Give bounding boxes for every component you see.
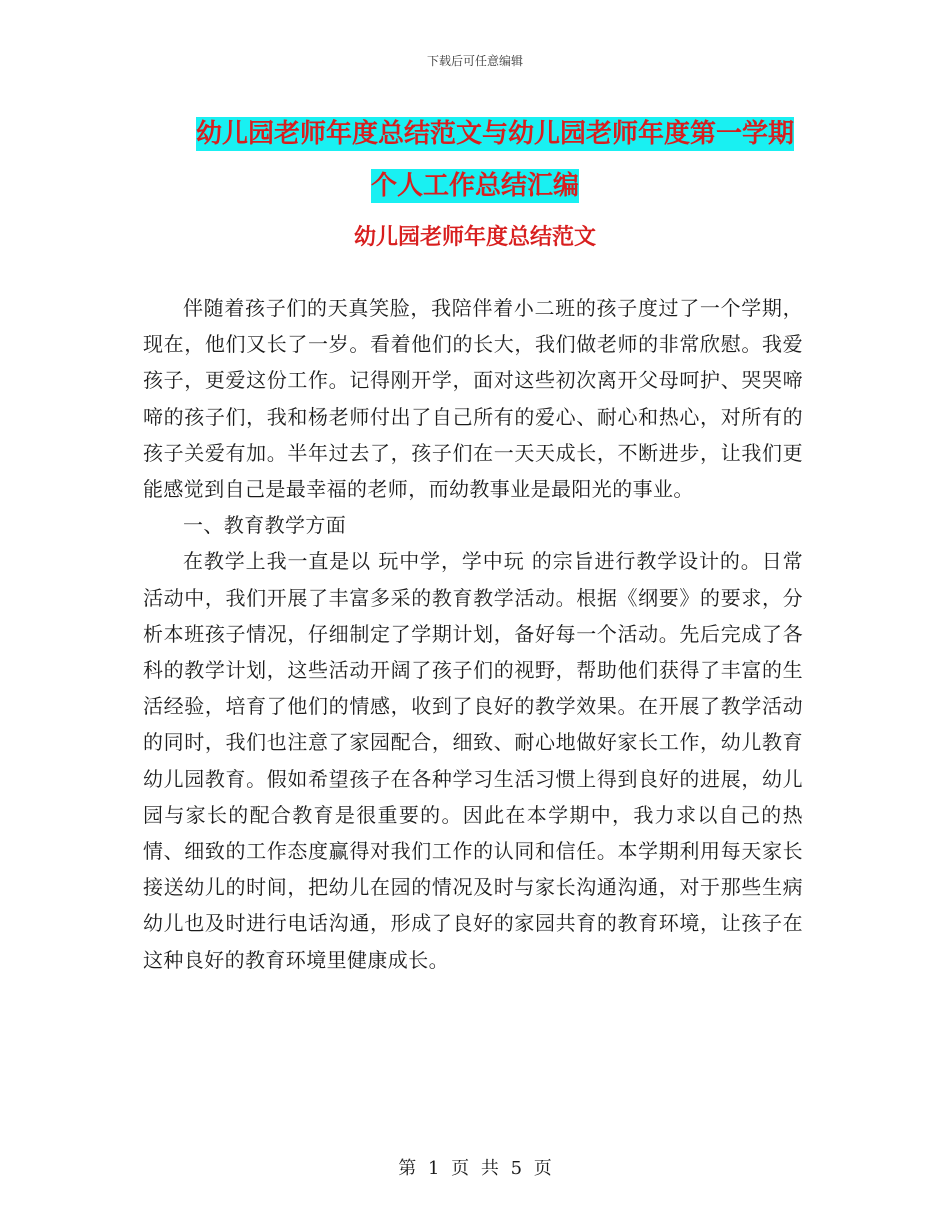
paragraph-teaching: 在教学上我一直是以 玩中学，学中玩 的宗旨进行教学设计的。日常活动中，我们开展了丰富多采的教育教学活动。根据《纲要》的要求，分析本班孩子情况，仔细制定了学期计划，备好每一个活动。先后完成了各科的教学计划，这些活动开阔了孩子们的视野，帮助他们获得了丰富的生活经验，培育了他们的情感，收到了良好的教学效果。在开展了教学活动的同时，我们也注意了家园配合，细致、耐心地做好家长工作，幼儿教育 幼儿园教育。假如希望孩子在各种学习生活习惯上得到良好的进展，幼儿园与家长的配合教育是很重要的。因此在本学期中，我力求以自己的热情、细致的工作态度赢得对我们工作的认同和信任。本学期利用每天家长接送幼儿的时间，把幼儿在园的情况及时与家长沟通沟通，对于那些生病幼儿也及时进行电话沟通，形成了良好的家园共育的教育环境，让孩子在这种良好的教育环境里健康成长。 [143,549,803,972]
paragraph-intro: 伴随着孩子们的天真笑脸，我陪伴着小二班的孩子度过了一个学期，现在，他们又长了一岁。看着他们的长大，我们做老师的非常欣慰。我爱孩子，更爱这份工作。记得刚开学，面对这些初次离开父母呵护、哭哭啼啼的孩子们，我和杨老师付出了自己所有的爱心、耐心和热心，对所有的孩子关爱有加。半年过去了，孩子们在一天天成长，不断进步，让我们更能感觉到自己是最幸福的老师，而幼教事业是最阳光的事业。 [143,296,803,502]
section-title: 幼儿园老师年度总结范文 [353,225,596,250]
page-header-note: 下载后可任意编辑 [426,54,523,68]
document-title-line-1: 幼儿园老师年度总结范文与幼儿园老师年度第一学期 [195,119,794,149]
document-title-line-2: 个人工作总结汇编 [370,171,579,201]
document-title [0,108,950,212]
paragraph-heading-teaching: 一、教育教学方面 [183,513,347,538]
document-body [143,290,803,978]
page-number: 第 1 页 共 5 页 [398,1158,552,1179]
